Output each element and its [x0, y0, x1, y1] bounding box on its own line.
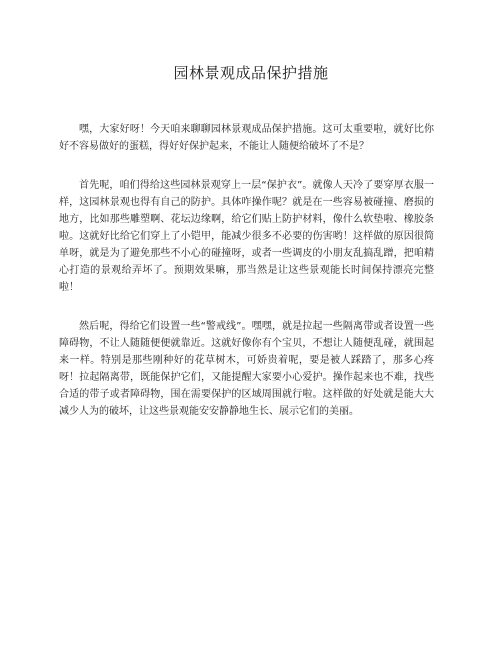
paragraph-intro: 嘿，大家好呀！今天咱来聊聊园林景观成品保护措施。这可太重要啦，就好比你好不容易做好的蛋糕，得好好保护起来，不能让人随便给破坏了不是？ — [59, 124, 434, 152]
paragraph-warning-line: 然后呢，得给它们设置一些“警戒线”。嘿嘿，就是拉起一些隔离带或者设置一些障碍物，不让人随随便便就靠近。这就好像你有个宝贝，不想让人随便乱碰，就围起来一样。特别是那些刚种好的花草树木，可娇贵着呢，要是被人踩踏了，那多心疼呀！拉起隔离带，既能保护它们，又能提醒大家要小心爱护。操作起来也不难，找些合适的带子或者障碍物，围在需要保护的区域周围就行啦。这样做的好处就是能大大减少人为的破坏，让这些景观能安安静静地生长、展示它们的美丽。 — [59, 321, 434, 417]
document-title: 园林景观成品保护措施 — [173, 64, 329, 82]
paragraph-protective-cover: 首先呢，咱们得给这些园林景观穿上一层“保护衣”。就像人天冷了要穿厚衣服一样，这园林景观也得有自己的防护。具体咋操作呢？就是在一些容易被碰撞、磨损的地方，比如那些雕塑啊、花坛边缘啊，给它们贴上防护材料，像什么软垫啦、橡胶条啦。这就好比给它们穿上了小铠甲，能减少很多不必要的伤害哟！这样做的原因很简单呀，就是为了避免那些不小心的碰撞呀，或者一些调皮的小朋友乱搞乱蹭，把咱精心打造的景观给弄坏了。预期效果嘛，那当然是让这些景观能长时间保持漂亮完整啦！ — [59, 180, 434, 293]
document-body — [59, 121, 434, 442]
